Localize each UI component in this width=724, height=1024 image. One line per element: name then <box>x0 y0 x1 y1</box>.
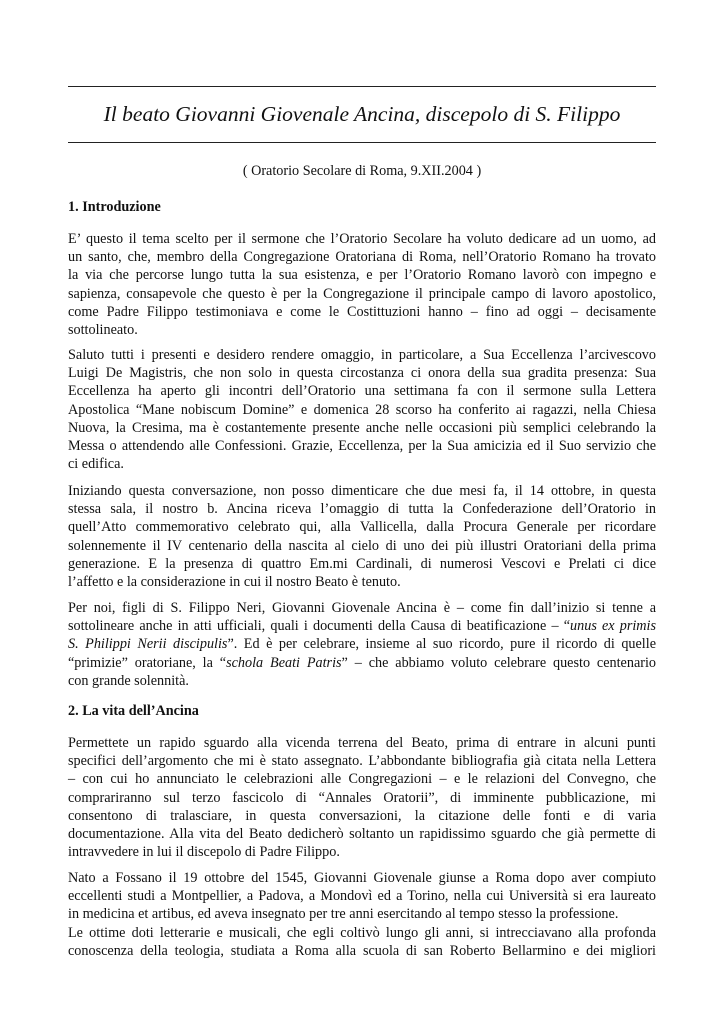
paragraph-intro-4 <box>68 599 656 690</box>
text-line: ci edifica. <box>68 456 124 473</box>
text-line: con grande solennità. <box>68 672 189 689</box>
text-line: documentazione. Alla vita del Beato dedicherò soltanto un rapidissimo sguardo che già permette di <box>68 825 656 842</box>
text-line: sottolineato. <box>68 321 138 338</box>
text-line: Nato a Fossano il 19 ottobre del 1545, Giovanni Giovenale giunse a Roma dopo aver compiuto <box>68 870 656 886</box>
text-line: Messa o attendendo alle Confessioni. Grazie, Eccellenza, per la Sua amicizia ed il Suo servizio che <box>68 437 656 454</box>
text-line: in medicina et artibus, ed aveva insegnato per tre anni esercitando al tempo stesso la professione. <box>68 906 619 923</box>
text-line: Per noi, figli di S. Filippo Neri, Giovanni Giovenale Ancina è – come fin dall’inizio si tenne a <box>68 600 656 616</box>
text-fragment: sottolineare anche in atti ufficiali, quali i documenti della Causa di beatificazione – “ <box>68 618 571 635</box>
text-line: Permettete un rapido sguardo alla vicenda terrena del Beato, prima di entrare in alcuni punti <box>68 735 656 751</box>
text-line: solennemente il IV centenario della nascita al cielo di uno dei più illustri Oratoriani della prima <box>68 537 656 554</box>
title-top-rule <box>68 86 656 87</box>
text-line <box>68 635 656 653</box>
text-fragment: ” – che abbiamo voluto celebrare questo centenario <box>341 654 656 671</box>
text-line: Saluto tutti i presenti e desidero rendere omaggio, in particolare, a Sua Eccellenza l’arcivescovo <box>68 347 656 363</box>
text-line: stessa sala, il nostro b. Ancina riceva l’omaggio di tutta la Confederazione dell’Oratorio in <box>68 501 656 518</box>
text-line: E’ questo il tema scelto per il sermone che l’Oratorio Secolare ha voluto dedicare ad un uomo, ad <box>68 231 656 247</box>
text-line: la via che percorse lungo tutta la sua esistenza, e per l’Oratorio Romano lavorò con impegno e <box>68 267 656 284</box>
text-line: Iniziando questa conversazione, non posso dimenticare che due mesi fa, il 14 ottobre, in questa <box>68 483 656 499</box>
text-line: sapienza, consapevole che questo è per la Congregazione il principale campo di lavoro apostolico, <box>68 285 656 302</box>
text-line: Apostolica “Mane nobiscum Domine” e domenica 28 scorso ha conferito ai ragazzi, nella Chiesa <box>68 401 656 418</box>
subtitle: ( Oratorio Secolare di Roma, 9.XII.2004 ) <box>242 163 482 179</box>
latin-quote: schola Beati Patris <box>226 654 342 671</box>
text-line <box>68 617 656 635</box>
paragraph-intro-2 <box>68 346 656 473</box>
paragraph-intro-3 <box>68 482 656 591</box>
text-line: generazione. E la presenza di quattro Em.mi Cardinali, di numerosi Vescovi e Prelati ci dice <box>68 555 656 572</box>
title-bottom-rule <box>68 142 656 143</box>
text-line: consentono di tralasciare, in questa conversazioni, la citazione delle fonti e di varia <box>68 807 656 824</box>
text-fragment: “primizie” oratoriane, la “ <box>68 654 227 671</box>
latin-quote: S. Philippi Nerii discipulis <box>68 636 228 653</box>
text-line: un santo, che, membro della Congregazione Oratoriana di Roma, nell’Oratorio Romano ha trovato <box>68 249 656 266</box>
text-line: quell’Atto commemorativo celebrato qui, alla Vallicella, dalla Procura Generale per ricordare <box>68 519 656 536</box>
paragraph-vita-1 <box>68 734 656 861</box>
page-title: Il beato Giovanni Giovenale Ancina, discepolo di S. Filippo <box>103 102 621 126</box>
text-line: – con cui ho annunciato le celebrazioni alle Congregazioni – e le relazioni del Convegno, che <box>68 771 656 788</box>
text-line: come Padre Filippo testimoniava e come le Costittuzioni hanno – fino ad oggi – decisamente <box>68 303 656 320</box>
paragraph-vita-2 <box>68 869 656 960</box>
text-line <box>68 654 656 672</box>
text-line: Le ottime doti letterarie e musicali, che egli coltivò lungo gli anni, si intrecciavano alla profonda <box>68 924 656 941</box>
text-line: eccellenti studi a Montpellier, a Padova, a Mondovì ed a Torino, nella cui Università si era laureato <box>68 888 656 905</box>
text-line: conoscenza della teologia, studiata a Roma alla scuola di san Roberto Bellarmino e dei migliori <box>68 942 656 959</box>
text-line: Nuova, la Cresima, ma è costantemente presente anche nelle occasioni più semplici celebrando la <box>68 419 656 436</box>
text-fragment: ”. Ed è per celebrare, insieme al suo ricordo, pure il ricordo di quelle <box>227 636 656 653</box>
text-line: intravvedere in lui il discepolo di Padre Filippo. <box>68 844 340 861</box>
text-line: specifici dell’argomento che mi è stato assegnato. L’abbondante bibliografia già citata nella Lettera <box>68 753 656 770</box>
section-heading-vita: 2. La vita dell’Ancina <box>68 703 199 719</box>
text-line: comprariranno sul terzo fascicolo di “Annales Oratorii”, di imminente pubblicazione, mi <box>68 789 656 806</box>
text-line: Luigi De Magistris, che non solo in questa circostanza ci onora della sua gradita presenza: Sua <box>68 365 656 382</box>
latin-quote: unus ex primis <box>570 618 656 635</box>
paragraph-intro-1 <box>68 230 656 339</box>
text-line: Eccellenza ha aperto gli incontri dell’Oratorio una settimana fa con il sermone sulla Lettera <box>68 383 656 400</box>
section-heading-introduzione: 1. Introduzione <box>68 199 161 215</box>
text-line: l’affetto e la considerazione in cui il nostro Beato è tenuto. <box>68 573 401 590</box>
